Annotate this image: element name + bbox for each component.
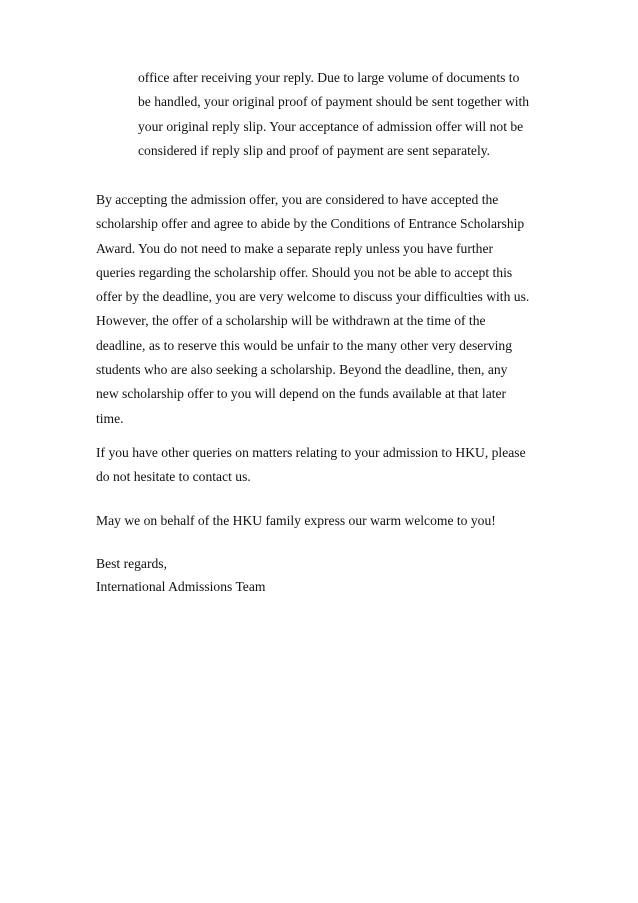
scholarship-paragraph xyxy=(96,188,566,431)
text-line: May we on behalf of the HKU family express our warm welcome to you! xyxy=(96,513,496,528)
text-line: If you have other queries on matters relating to your admission to HKU, please xyxy=(96,445,526,460)
text-line: new scholarship offer to you will depend on the funds available at that later xyxy=(96,386,507,402)
text-line: do not hesitate to contact us. xyxy=(96,469,251,485)
text-line: office after receiving your reply. Due to large volume of documents to xyxy=(138,70,520,85)
text-line: scholarship offer and agree to abide by the Conditions of Entrance Scholarship xyxy=(96,216,525,232)
text-line: Award. You do not need to make a separate reply unless you have further xyxy=(96,240,494,256)
text-line: students who are also seeking a scholarship. Beyond the deadline, then, any xyxy=(96,362,508,378)
sign-off xyxy=(96,553,566,598)
text-line: be handled, your original proof of payment should be sent together with xyxy=(138,94,530,110)
indented-paragraph xyxy=(138,66,558,163)
text-line: considered if reply slip and proof of payment are sent separately. xyxy=(138,142,491,158)
closing-text: Best regards, xyxy=(96,556,167,571)
text-line: deadline, as to reserve this would be unfair to the many other very deserving xyxy=(96,337,512,353)
text-line: offer by the deadline, you are very welcome to discuss your difficulties with us. xyxy=(96,289,530,305)
text-line: By accepting the admission offer, you are considered to have accepted the xyxy=(96,192,499,207)
text-line: time. xyxy=(96,410,124,426)
queries-paragraph xyxy=(96,441,566,490)
welcome-paragraph xyxy=(96,509,566,533)
text-line: However, the offer of a scholarship will be withdrawn at the time of the xyxy=(96,313,486,329)
text-line: queries regarding the scholarship offer. Should you not be able to accept this xyxy=(96,264,513,280)
text-line: your original reply slip. Your acceptance of admission offer will not be xyxy=(138,118,524,134)
signature-text: International Admissions Team xyxy=(96,578,266,594)
